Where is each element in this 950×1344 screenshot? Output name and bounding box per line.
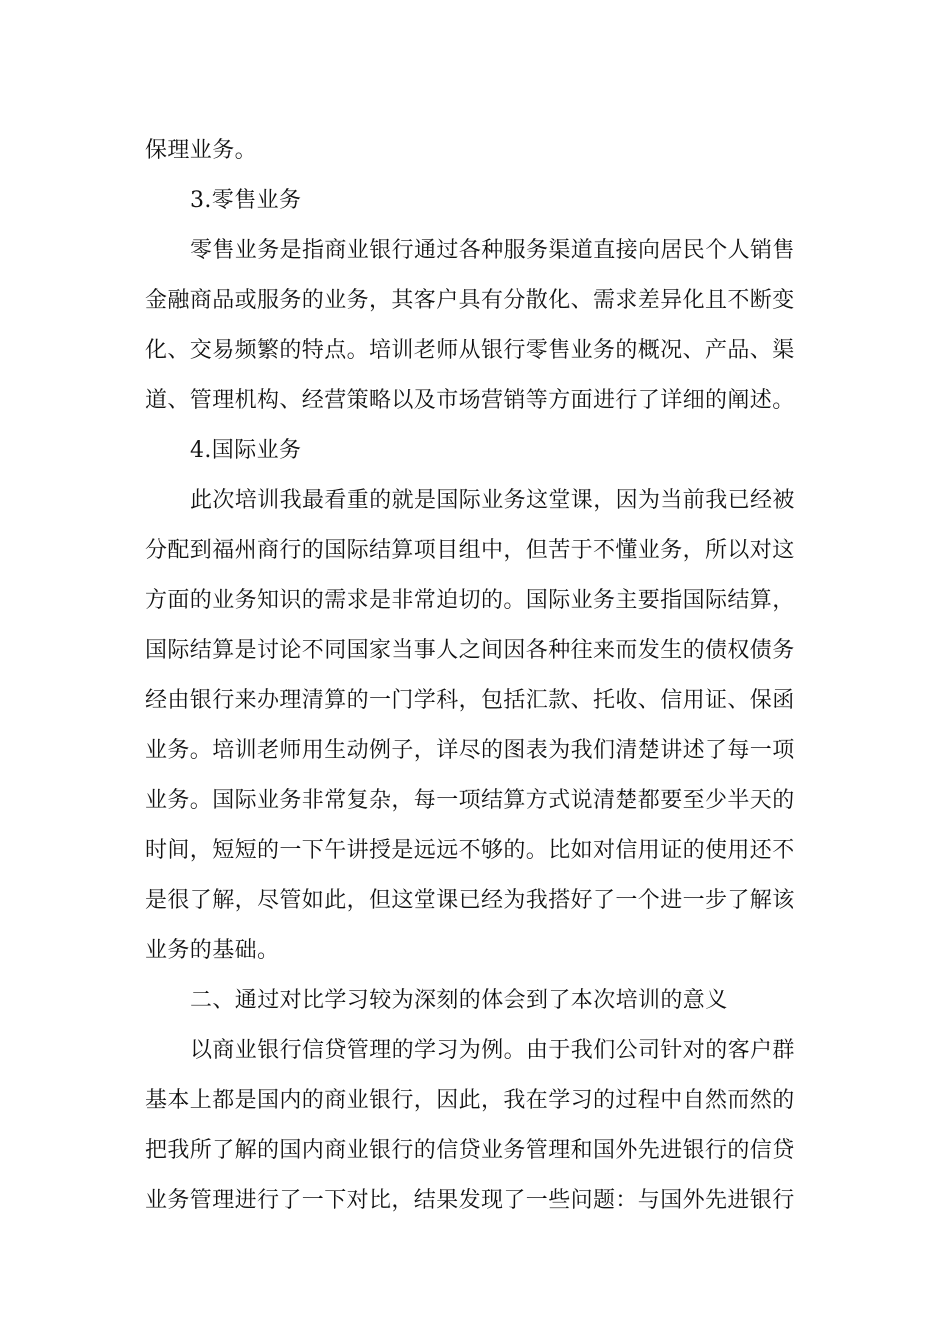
text-line: 是很了解，尽管如此，但这堂课已经为我搭好了一个进一步了解该	[145, 888, 795, 913]
text-line: 国际结算是讨论不同国家当事人之间因各种往来而发生的债权债务	[145, 638, 795, 663]
text-line: 业务。国际业务非常复杂，每一项结算方式说清楚都要至少半天的	[145, 788, 795, 813]
text-line: 基本上都是国内的商业银行，因此，我在学习的过程中自然而然的	[145, 1088, 795, 1113]
section-heading: 4.国际业务	[190, 438, 302, 463]
text-line: 道、管理机构、经营策略以及市场营销等方面进行了详细的阐述。	[145, 388, 795, 413]
section-heading: 3.零售业务	[190, 188, 302, 213]
text-line: 把我所了解的国内商业银行的信贷业务管理和国外先进银行的信贷	[145, 1138, 795, 1163]
text-line: 零售业务是指商业银行通过各种服务渠道直接向居民个人销售	[190, 238, 795, 263]
text-line: 方面的业务知识的需求是非常迫切的。国际业务主要指国际结算，	[145, 588, 795, 613]
text-line: 业务管理进行了一下对比，结果发现了一些问题：与国外先进银行	[145, 1188, 795, 1213]
section-heading: 二、通过对比学习较为深刻的体会到了本次培训的意义	[190, 988, 728, 1013]
text-line: 业务的基础。	[145, 938, 280, 963]
text-line: 保理业务。	[145, 138, 258, 163]
text-line: 以商业银行信贷管理的学习为例。由于我们公司针对的客户群	[190, 1038, 795, 1063]
text-line: 分配到福州商行的国际结算项目组中，但苦于不懂业务，所以对这	[145, 538, 795, 563]
text-line: 经由银行来办理清算的一门学科，包括汇款、托收、信用证、保函	[145, 688, 795, 713]
text-line: 时间，短短的一下午讲授是远远不够的。比如对信用证的使用还不	[145, 838, 795, 863]
text-line: 金融商品或服务的业务，其客户具有分散化、需求差异化且不断变	[145, 288, 795, 313]
text-line: 业务。培训老师用生动例子，详尽的图表为我们清楚讲述了每一项	[145, 738, 795, 763]
text-line: 化、交易频繁的特点。培训老师从银行零售业务的概况、产品、渠	[145, 338, 795, 363]
text-line: 此次培训我最看重的就是国际业务这堂课，因为当前我已经被	[190, 488, 795, 513]
